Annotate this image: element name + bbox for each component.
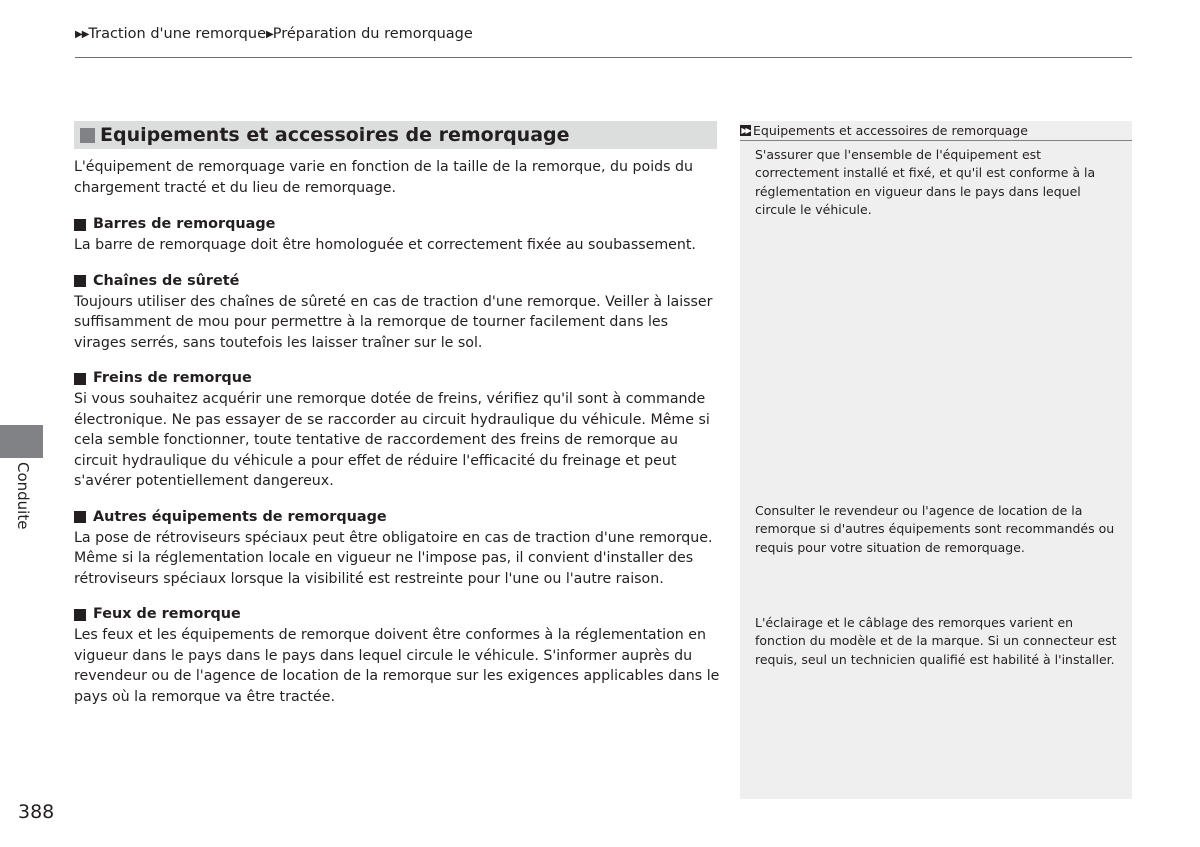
black-square-icon <box>74 219 86 231</box>
subsection-freins <box>74 368 724 492</box>
chapter-tab[interactable] <box>0 425 43 458</box>
page-number: 388 <box>18 801 55 823</box>
breadcrumb-item-preparation[interactable]: Préparation du remorquage <box>272 26 473 42</box>
black-square-icon <box>74 275 86 287</box>
subsection-chaines <box>74 271 724 354</box>
sidebar-note: Consulter le revendeur ou l'agence de location de la remorque si d'autres équipements sont recommandés ou requis pour votre situation de remorquage. <box>755 503 1115 555</box>
subsection-autres <box>74 507 724 590</box>
sidebar-note: L'éclairage et le câblage des remorques varient en fonction du modèle et de la marque. Si un connecteur est requis, seul un technicien qualifié est habilité à l'installer. <box>755 615 1117 667</box>
subsection-title <box>74 214 724 235</box>
subsection-title-text: Feux de remorque <box>93 606 241 622</box>
subsection-title-text: Freins de remorque <box>93 370 252 386</box>
section-title: Equipements et accessoires de remorquage <box>100 124 570 146</box>
subsection-title <box>74 368 724 389</box>
subsection-title <box>74 604 724 625</box>
gray-square-icon <box>80 128 95 143</box>
breadcrumb-item-traction[interactable]: Traction d'une remorque <box>88 26 267 42</box>
subsection-body: La pose de rétroviseurs spéciaux peut être obligatoire en cas de traction d'une remorque. Même si la réglementation locale en vigueur ne l'impose pas, il convient d'installer des rétroviseurs spéciaux lorsque la visibilité est restreinte pour l'une ou l'autre raison. <box>74 529 713 587</box>
breadcrumb <box>75 24 473 45</box>
subsection-body: La barre de remorquage doit être homologuée et correctement fixée au soubassement. <box>74 237 696 253</box>
subsection-body: Les feux et les équipements de remorque doivent être conformes à la réglementation en vigueur dans le pays dans le pays dans lequel circule le véhicule. S'informer auprès du revendeur ou de l'agence de location de la remorque sur les exigences applicables dans le pays où la remorque va être tractée. <box>74 627 720 705</box>
black-square-icon <box>74 609 86 621</box>
header-divider <box>75 57 1132 58</box>
subsection-title <box>74 507 724 528</box>
cross-reference-icon: ▶▶ <box>741 126 750 135</box>
section-heading <box>74 121 717 149</box>
arrow-icon: ▶ <box>266 29 273 40</box>
subsection-title-text: Autres équipements de remorquage <box>93 508 387 525</box>
subsection-feux <box>74 604 724 707</box>
sidebar-notes <box>740 121 1132 799</box>
subsection-barres <box>74 214 724 256</box>
subsection-body: Toujours utiliser des chaînes de sûreté en cas de traction d'une remorque. Veiller à laisser suffisamment de mou pour permettre à la remorque de tourner facilement dans les virages serrés, sans toutefois les laisser traîner sur le sol. <box>74 293 713 351</box>
black-square-icon <box>74 373 86 385</box>
subsection-title-text: Barres de remorquage <box>93 216 276 232</box>
subsection-body: Si vous souhaitez acquérir une remorque dotée de freins, vérifiez qu'il sont à commande électronique. Ne pas essayer de se raccorder au circuit hydraulique du véhicule. Même si cela semble fonctionner, toute tentative de raccordement des freins de remorque au circuit hydraulique du véhicule a pour effet de réduire l'efficacité du freinage et peut s'avérer potentiellement dangereux. <box>74 391 710 489</box>
subsection-title-text: Chaînes de sûreté <box>93 272 240 289</box>
sidebar-header <box>740 121 1132 141</box>
main-content <box>74 157 724 722</box>
black-square-icon <box>74 511 86 523</box>
subsection-title <box>74 271 724 292</box>
chapter-tab-label: Conduite <box>14 462 32 530</box>
sidebar-title[interactable]: Equipements et accessoires de remorquage <box>753 122 1028 138</box>
double-arrow-icon: ▶▶ <box>75 29 89 40</box>
section-intro: L'équipement de remorquage varie en fonction de la taille de la remorque, du poids du chargement tracté et du lieu de remorquage. <box>74 159 694 196</box>
sidebar-note: S'assurer que l'ensemble de l'équipement est correctement installé et fixé, et qu'il est conforme à la réglementation en vigueur dans le pays dans lequel circule le véhicule. <box>755 147 1096 217</box>
